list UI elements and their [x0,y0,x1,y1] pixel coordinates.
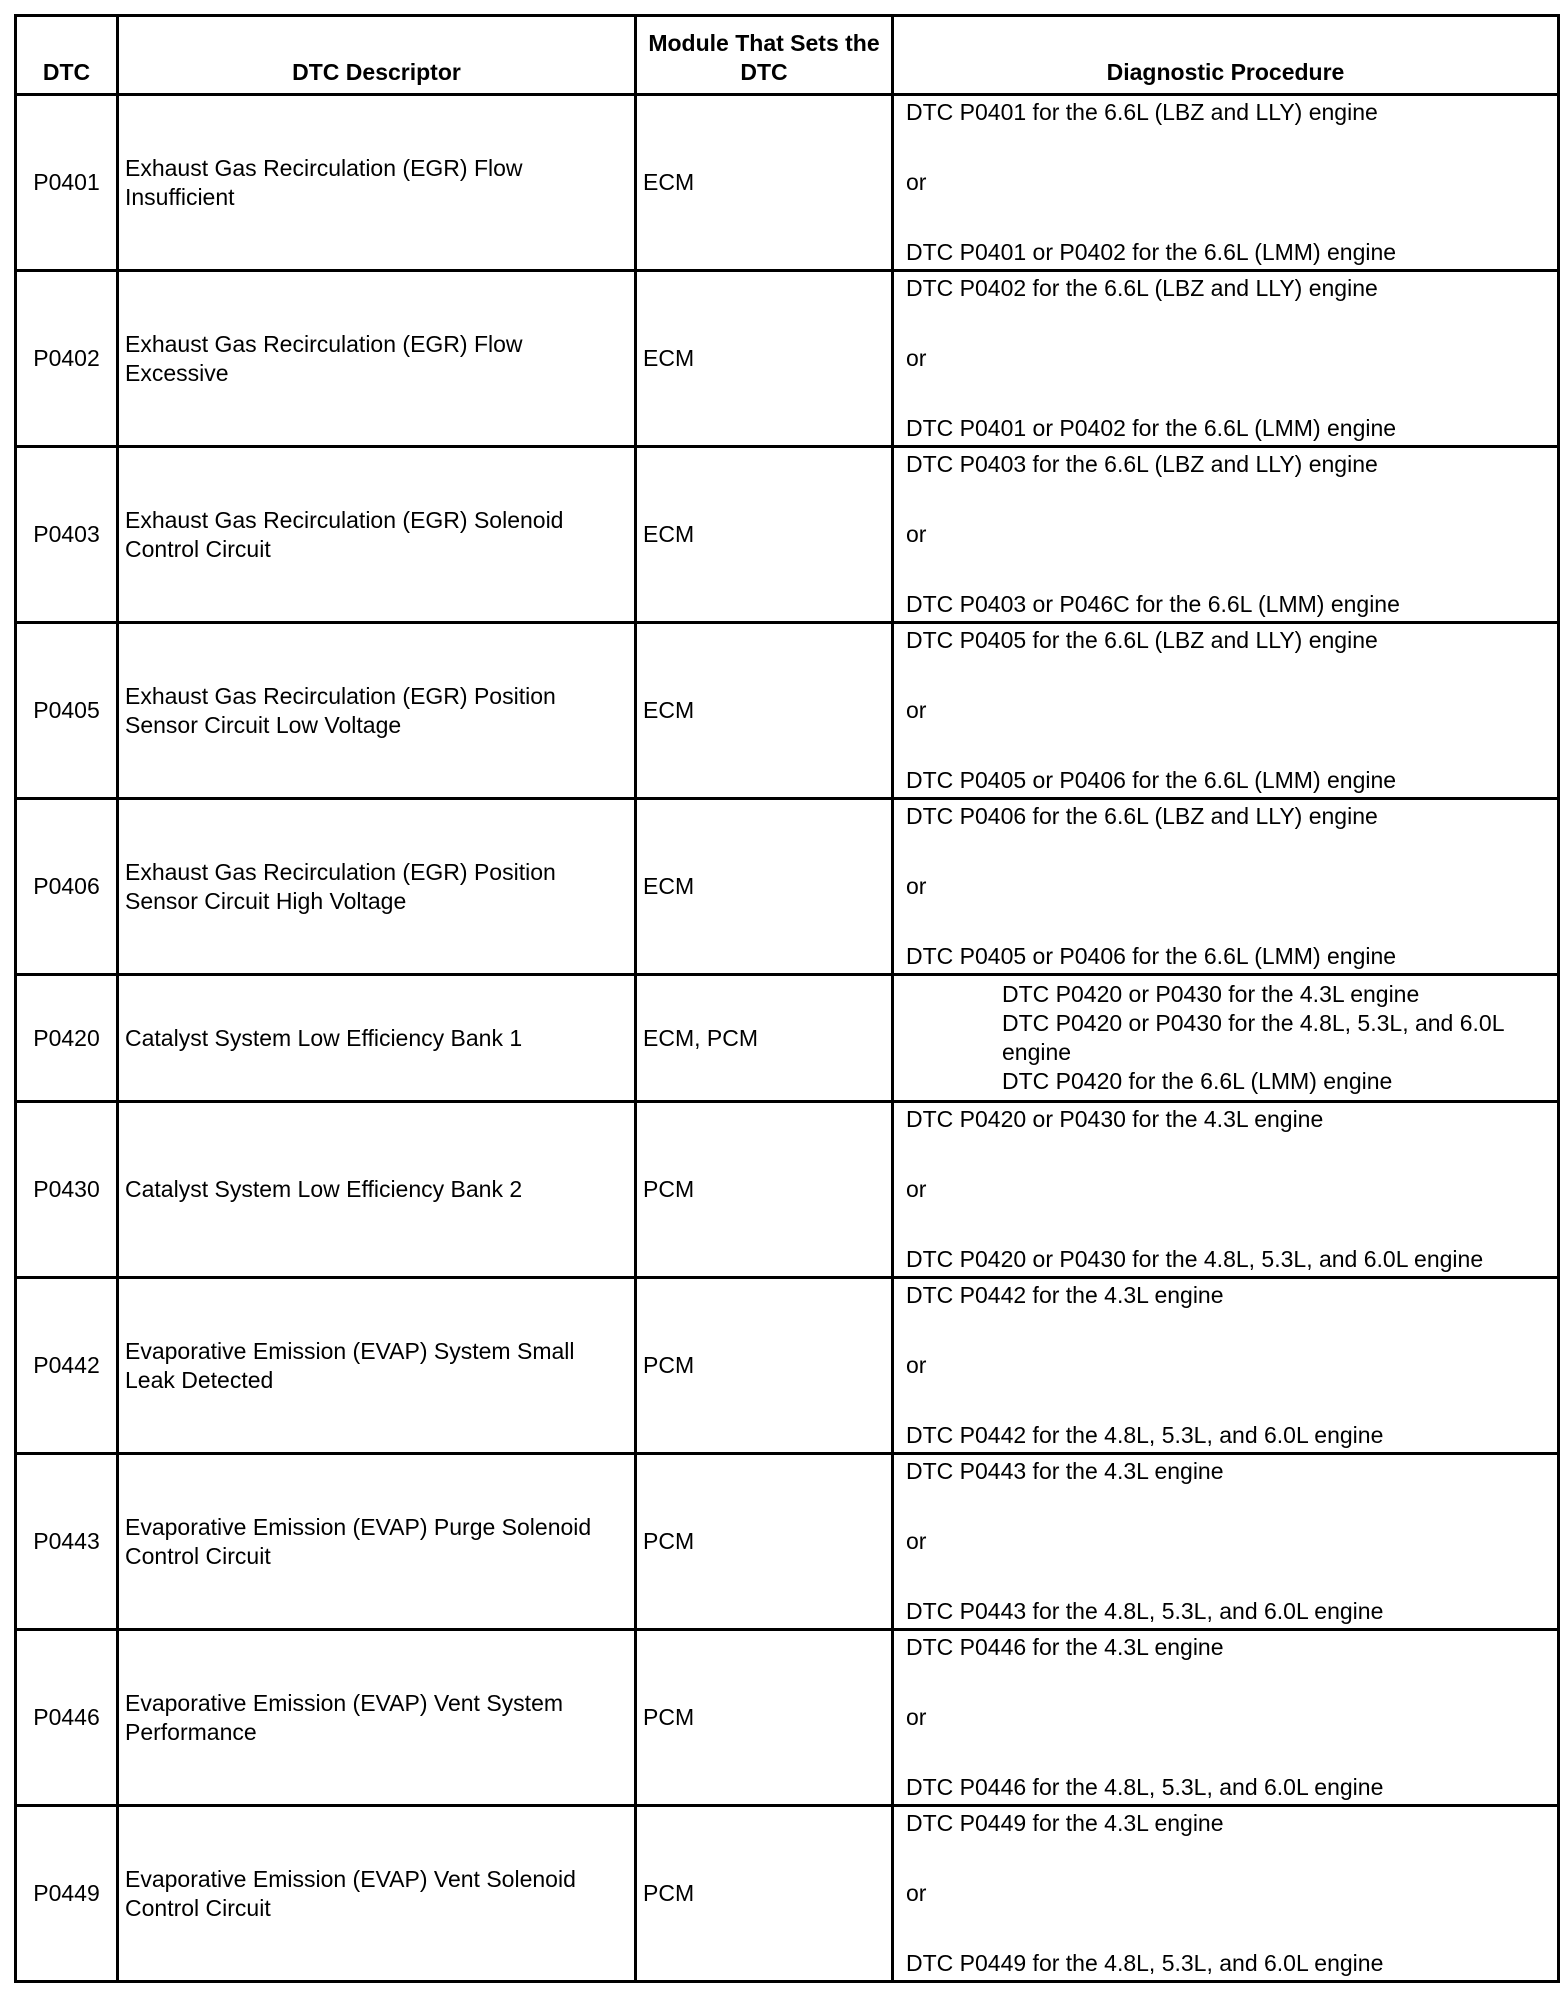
procedure-link[interactable]: DTC P0401 or P0402 for the 6.6L (LMM) engine [906,239,1397,265]
dtc-module: ECM [636,95,893,271]
dtc-module: PCM [636,1630,893,1806]
dtc-descriptor: Catalyst System Low Efficiency Bank 2 [118,1102,636,1278]
dtc-code: P0449 [16,1806,118,1982]
diagnostic-procedure [893,623,1559,799]
dtc-table [14,14,1560,1983]
procedure-lines [900,1807,1551,1980]
procedure-or: or [906,1176,927,1202]
procedure-lines [900,800,1551,973]
dtc-module: ECM [636,799,893,975]
dtc-module: ECM [636,271,893,447]
procedure-link[interactable]: DTC P0401 or P0402 for the 6.6L (LMM) engine [906,415,1397,441]
dtc-module: ECM [636,623,893,799]
procedure-or: or [906,169,927,195]
table-row [16,271,1559,447]
procedure-or: or [906,521,927,547]
procedure-link[interactable]: DTC P0443 for the 4.3L engine [906,1458,1224,1484]
diagnostic-procedure [893,447,1559,623]
procedure-link[interactable]: DTC P0443 for the 4.8L, 5.3L, and 6.0L engine [906,1598,1384,1624]
procedure-link[interactable]: DTC P0420 or P0430 for the 4.3L engine [906,1106,1324,1132]
dtc-module: PCM [636,1806,893,1982]
procedure-link[interactable]: DTC P0420 for the 6.6L (LMM) engine [1002,1068,1393,1094]
procedure-link[interactable]: DTC P0446 for the 4.8L, 5.3L, and 6.0L engine [906,1774,1384,1800]
procedure-link[interactable]: DTC P0420 or P0430 for the 4.3L engine [1002,981,1420,1007]
procedure-lines [900,976,1551,1100]
dtc-module: ECM, PCM [636,975,893,1102]
dtc-descriptor: Evaporative Emission (EVAP) Vent System Performance [118,1630,636,1806]
procedure-link[interactable]: DTC P0406 for the 6.6L (LBZ and LLY) engine [906,803,1378,829]
procedure-or: or [906,1704,927,1730]
dtc-descriptor: Exhaust Gas Recirculation (EGR) Solenoid Control Circuit [118,447,636,623]
dtc-code: P0403 [16,447,118,623]
procedure-link[interactable]: DTC P0449 for the 4.3L engine [906,1810,1224,1836]
dtc-code: P0446 [16,1630,118,1806]
table-row [16,447,1559,623]
dtc-descriptor: Exhaust Gas Recirculation (EGR) Flow Insufficient [118,95,636,271]
table-row [16,1102,1559,1278]
dtc-code: P0430 [16,1102,118,1278]
procedure-lines [900,96,1551,269]
diagnostic-procedure [893,1806,1559,1982]
dtc-code: P0405 [16,623,118,799]
procedure-lines [900,624,1551,797]
table-row [16,95,1559,271]
procedure-link[interactable]: DTC P0403 or P046C for the 6.6L (LMM) engine [906,591,1400,617]
procedure-lines [900,1455,1551,1628]
diagnostic-procedure [893,1102,1559,1278]
dtc-descriptor: Exhaust Gas Recirculation (EGR) Position Sensor Circuit Low Voltage [118,623,636,799]
diagnostic-procedure [893,95,1559,271]
procedure-link[interactable]: DTC P0442 for the 4.8L, 5.3L, and 6.0L engine [906,1422,1384,1448]
dtc-code: P0406 [16,799,118,975]
dtc-module: PCM [636,1102,893,1278]
dtc-code: P0420 [16,975,118,1102]
diagnostic-procedure [893,271,1559,447]
dtc-descriptor: Evaporative Emission (EVAP) Vent Solenoid Control Circuit [118,1806,636,1982]
header-descriptor: DTC Descriptor [118,16,636,95]
procedure-or: or [906,1352,927,1378]
header-procedure: Diagnostic Procedure [893,16,1559,95]
procedure-link[interactable]: DTC P0405 for the 6.6L (LBZ and LLY) engine [906,627,1378,653]
procedure-link[interactable]: DTC P0446 for the 4.3L engine [906,1634,1224,1660]
diagnostic-procedure [893,1278,1559,1454]
procedure-or: or [906,1528,927,1554]
procedure-lines [900,1279,1551,1452]
procedure-link[interactable]: DTC P0405 or P0406 for the 6.6L (LMM) engine [906,767,1397,793]
header-dtc: DTC [16,16,118,95]
dtc-code: P0401 [16,95,118,271]
table-row [16,623,1559,799]
dtc-code: P0402 [16,271,118,447]
diagnostic-procedure [893,1454,1559,1630]
dtc-descriptor: Exhaust Gas Recirculation (EGR) Flow Excessive [118,271,636,447]
procedure-link[interactable]: DTC P0402 for the 6.6L (LBZ and LLY) engine [906,275,1378,301]
table-row [16,1806,1559,1982]
procedure-link[interactable]: DTC P0442 for the 4.3L engine [906,1282,1224,1308]
dtc-module: PCM [636,1278,893,1454]
diagnostic-procedure [893,799,1559,975]
table-row [16,1630,1559,1806]
table-row [16,1454,1559,1630]
table-row [16,1278,1559,1454]
dtc-module: ECM [636,447,893,623]
procedure-lines [900,1103,1551,1276]
dtc-descriptor: Catalyst System Low Efficiency Bank 1 [118,975,636,1102]
table-body [16,95,1559,1982]
procedure-link[interactable]: DTC P0420 or P0430 for the 4.8L, 5.3L, and 6.0L engine [906,1246,1484,1272]
dtc-descriptor: Evaporative Emission (EVAP) System Small Leak Detected [118,1278,636,1454]
header-row [16,16,1559,95]
procedure-link[interactable]: DTC P0401 for the 6.6L (LBZ and LLY) engine [906,99,1378,125]
procedure-link[interactable]: DTC P0403 for the 6.6L (LBZ and LLY) engine [906,451,1378,477]
procedure-link[interactable]: DTC P0449 for the 4.8L, 5.3L, and 6.0L engine [906,1950,1384,1976]
dtc-code: P0442 [16,1278,118,1454]
table-row [16,975,1559,1102]
diagnostic-procedure [893,1630,1559,1806]
procedure-or: or [906,873,927,899]
dtc-module: PCM [636,1454,893,1630]
header-module: Module That Sets the DTC [636,16,893,95]
procedure-lines [900,448,1551,621]
procedure-lines [900,1631,1551,1804]
table-row [16,799,1559,975]
dtc-descriptor: Evaporative Emission (EVAP) Purge Solenoid Control Circuit [118,1454,636,1630]
procedure-or: or [906,345,927,371]
procedure-link[interactable]: DTC P0420 or P0430 for the 4.8L, 5.3L, and 6.0L engine [1002,1010,1504,1065]
diagnostic-procedure [893,975,1559,1102]
procedure-or: or [906,1880,927,1906]
procedure-link[interactable]: DTC P0405 or P0406 for the 6.6L (LMM) engine [906,943,1397,969]
procedure-or: or [906,697,927,723]
procedure-lines [900,272,1551,445]
dtc-descriptor: Exhaust Gas Recirculation (EGR) Position Sensor Circuit High Voltage [118,799,636,975]
dtc-code: P0443 [16,1454,118,1630]
